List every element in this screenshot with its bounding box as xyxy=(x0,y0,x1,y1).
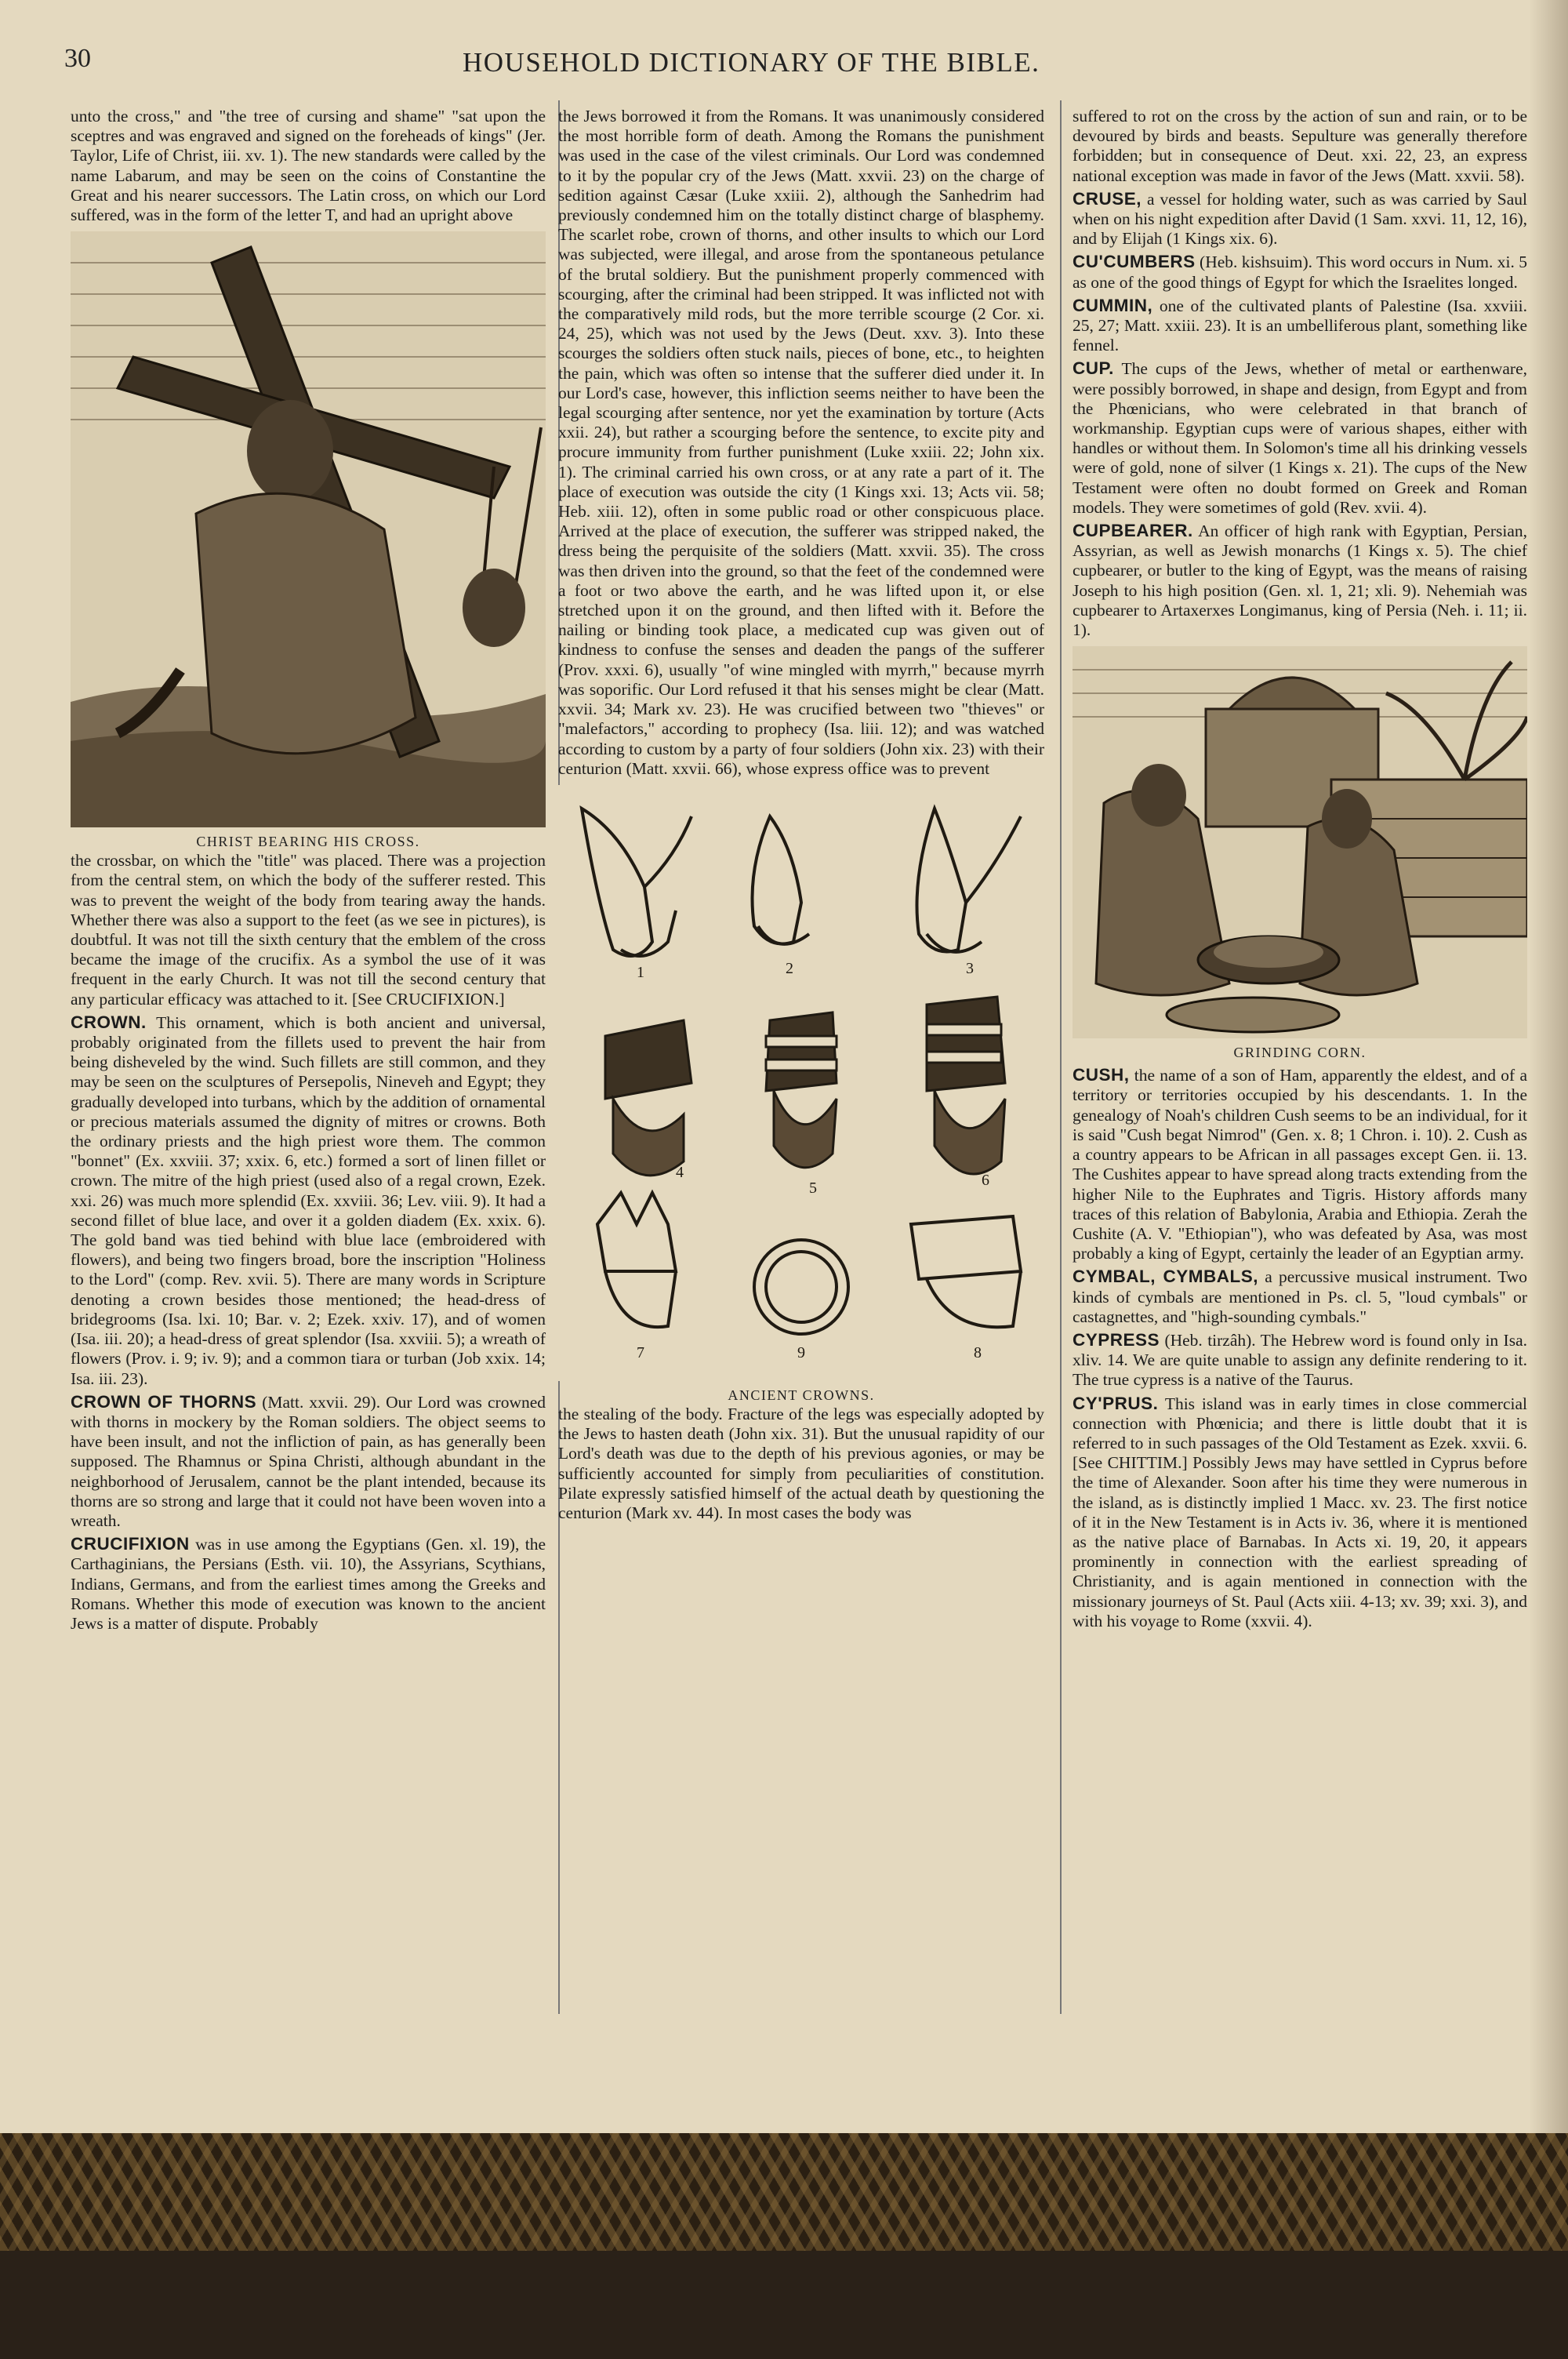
ancient-crowns-figure xyxy=(558,785,1044,1405)
crown-number-6: 6 xyxy=(982,1171,989,1189)
cummin-text: one of the cultivated plants of Palestine (Isa. xxviii. 25, 27; Matt. xxiii. 23). It is an umbelliferous plant, something like fennel. xyxy=(1073,296,1528,355)
page-number: 30 xyxy=(64,44,91,73)
cush-text: the name of a son of Ham, apparently the eldest, and of a territory or territories occupied by his descendants. 1. In the genealogy of Noah's children Cush seems to be an individual, for it is said "Cush begat Nimrod" (Gen. x. 8; 1 Chron. i. 10). 2. Cush as a country appears to be African in all passages except Gen. ii. 13. The Cushites appear to have spread along tracts extending from the higher Nile to the Euphrates and Tigris. History affords many traces of this relation of Babylonia, Arabia and Ethiopia. Zerah the Cushite (A. V. "Ethiopian"), who was defeated by Asa, was most probably a king of Egypt, certainly the leader of an Egyptian army. xyxy=(1073,1066,1527,1263)
crown-number-1: 1 xyxy=(637,963,644,981)
cucumbers-entry xyxy=(1073,252,1527,292)
cush-headword: CUSH, xyxy=(1073,1065,1130,1085)
ancient-crowns-engraving xyxy=(558,785,1044,1381)
book-binding-edge xyxy=(0,2133,1568,2251)
cupbearer-text: An officer of high rank with Egyptian, Persian, Assyrian, as well as Jewish monarchs (1 Kings x. 5). The chief cupbearer, or butler to the king of Egypt, was the means of raising Joseph to his high position (Gen. xl. 1, 21; xli. 9). Nehemiah was cupbearer to Artaxerxes Longimanus, king of Persia (Neh. i. 11; ii. 1). xyxy=(1073,522,1527,640)
cup-entry xyxy=(1073,358,1527,518)
cummin-entry xyxy=(1073,296,1527,356)
crown-headword: CROWN. xyxy=(71,1012,147,1032)
column-rule-right xyxy=(1060,100,1062,2014)
cummin-headword: CUMMIN, xyxy=(1073,295,1153,315)
cypress-entry xyxy=(1073,1330,1527,1390)
cross-entry-continuation: the crossbar, on which the "title" was placed. There was a projection from the central stem, on which the body of the sufferer rested. This was to prevent the weight of the body from tearing away the hands. Whether there was also a support to the feet (as we see in pictures), is doubtful. It was not till the sixth century that the emblem of the cross became the image of the crucifix. As a symbol the use of it was frequent in the early Church. It was not till the second century that any particular efficacy was attached to it. [See CRUCIFIXION.] xyxy=(71,851,546,1009)
crown-of-thorns-entry xyxy=(71,1392,546,1531)
crown-of-thorns-text: (Matt. xxvii. 29). Our Lord was crowned with thorns in mockery by the Roman soldiers. The object seems to have been insult, and not the infliction of pain, as has generally been supposed. The Rhamnus or Spina Christi, although abundant in the neighborhood of Jerusalem, cannot be the plant intended, because its thorns are so strong and large that it could not have been woven into a wreath. xyxy=(71,1392,546,1530)
cyprus-entry xyxy=(1073,1394,1527,1631)
crucifixion-continuation: the Jews borrowed it from the Romans. It was unanimously considered the most horrible form of death. Among the Romans the punishment was used in the case of the vilest criminals. Our Lord was condemned to it by the popular cry of the Jews (Matt. xxvii. 23) on the charge of sedition against Cæsar (Luke xxiii. 2), although the Sanhedrim had previously condemned him on the totally distinct charge of blasphemy. The scarlet robe, crown of thorns, and other insults to which our Lord was subjected, were illegal, and arose from the spontaneous petulance of the brutal soldiery. But the punishment properly commenced with scourging, after the criminal had been stripped. It was inflicted not with the comparatively mild rods, but the more terrible scourge (2 Cor. xi. 24, 25), which was not used by the Jews (Deut. xxv. 3). Into these scourges the soldiers often stuck nails, pieces of bone, etc., to heighten the pain, which was often so intense that the sufferer died under it. In our Lord's case, however, this infliction seems neither to have been the legal scourging after sentence, nor yet the examination by torture (Acts xxii. 24), but rather a scourging before the sentence, to excite pity and procure immunity from further punishment (Luke xxiii. 22; John xix. 1). The criminal carried his own cross, or at any rate a part of it. The place of execution was outside the city (1 Kings xxi. 13; Acts vii. 58; Heb. xiii. 12), often in some public road or other conspicuous place. Arrived at the place of execution, the sufferer was stripped naked, the dress being the perquisite of the soldiers (Matt. xxvii. 35). The cross was then driven into the ground, so that the feet of the condemned were a foot or two above the earth, and he was lifted upon it, or else stretched upon it on the ground, and then lifted with it. Before the nailing or binding took place, a medicated cup was given out of kindness to confuse the senses and deaden the pangs of the sufferer (Prov. xxxi. 6), usually "of wine mingled with myrrh," because myrrh was soporific. Our Lord refused it that his senses might be clear (Matt. xxvii. 34; Mark xv. 23). He was crucified between two "thieves" or "malefactors," according to prophecy (Isa. liii. 12); and was watched according to custom by a party of four soldiers (John xix. 23) with their centurion (Matt. xxvii. 66), whose express office was to prevent xyxy=(558,107,1044,778)
cyprus-text: This island was in early times in close commercial connection with Phœnicia; and there is little doubt that it is referred to in such passages of the Old Testament as Ezek. xxvii. 6. [See CHITTIM.] Possibly Jews may have settled in Cyprus before the time of Alexander. Soon after his time they were numerous in the island, as is distinctly implied 1 Macc. xv. 23. The first notice of it in the New Testament is in Acts iv. 36, where it is mentioned as the native place of Barnabas. In Acts xi. 19, 20, it appears prominently in connection with the earliest spreading of Christianity, and is again mentioned in connection with the missionary journeys of St. Paul (Acts xiii. 4-13; xv. 39; xxi. 3), and with his voyage to Rome (xxvii. 4). xyxy=(1073,1394,1527,1630)
cymbal-text: a percussive musical instrument. Two kinds of cymbals are mentioned in Ps. cl. 5, "loud cymbals" or castagnettes, and "high-sounding cymbals." xyxy=(1073,1267,1527,1326)
grinding-figure-caption: GRINDING CORN. xyxy=(1233,1045,1367,1061)
crown-entry xyxy=(71,1012,546,1389)
christ-figure-caption: CHRIST BEARING HIS CROSS. xyxy=(196,834,420,850)
cypress-headword: CYPRESS xyxy=(1073,1329,1160,1350)
grinding-corn-engraving xyxy=(1073,646,1527,1038)
crown-number-7: 7 xyxy=(637,1343,644,1361)
book-cover-background xyxy=(0,2251,1568,2359)
cup-headword: CUP. xyxy=(1073,358,1114,379)
column-3 xyxy=(1073,107,1527,1631)
christ-bearing-cross-engraving xyxy=(71,231,546,827)
running-head: HOUSEHOLD DICTIONARY OF THE BIBLE. xyxy=(463,47,1040,78)
crown-number-3: 3 xyxy=(966,959,974,977)
column-1 xyxy=(71,107,546,1634)
cruse-text: a vessel for holding water, such as was carried by Saul when on his night expedition after David (1 Sam. xxvi. 11, 12, 16), and by Elijah (1 Kings xix. 6). xyxy=(1073,189,1528,249)
cross-entry-text: unto the cross," and "the tree of cursing and shame" "sat upon the sceptres and was engraved and signed on the foreheads of kings" (Jer. Taylor, Life of Christ, iii. xv. 1). The new standards were called by the name Labarum, and may be seen on the coins of Constantine the Great and his nearer successors. The Latin cross, on which our Lord suffered, was in the form of the letter T, and had an upright above xyxy=(71,107,546,225)
cucumbers-text: (Heb. kishsuim). This word occurs in Num. xi. 5 as one of the good things of Egypt for which the Israelites longed. xyxy=(1073,253,1528,292)
cruse-headword: CRUSE, xyxy=(1073,188,1142,209)
cruse-entry xyxy=(1073,189,1527,249)
cup-text: The cups of the Jews, whether of metal or earthenware, were possibly borrowed, in shape and design, from Egypt and from the Phœnicians, who were celebrated in that branch of workmanship. Egyptian cups were of various shapes, either with handles or without them. In Solomon's time all his drinking vessels were of gold, none of silver (1 Kings x. 21). The cups of the New Testament were often no doubt formed on Greek and Roman models. They were sometimes of gold (Rev. xvii. 4). xyxy=(1073,359,1527,517)
cucumbers-headword: CU'CUMBERS xyxy=(1073,252,1196,272)
crucifixion-entry xyxy=(71,1534,546,1634)
cyprus-headword: CY'PRUS. xyxy=(1073,1393,1159,1413)
page-header xyxy=(0,44,1568,91)
cymbal-headword: CYMBAL, CYMBALS, xyxy=(1073,1267,1259,1287)
crown-entry-text: This ornament, which is both ancient and universal, probably originated from the fillets used to prevent the hair from being disheveled by the wind. Such fillets are still common, and they may be seen on the sculptures of Persepolis, Nineveh and Egypt; they gradually developed into turbans, which by the addition of ornamental or precious materials assumed the dignity of mitres or crowns. Both the ordinary priests and the high priest wore them. The common "bonnet" (Ex. xxviii. 37; xxix. 6, etc.) formed a sort of linen fillet or crown. The mitre of the high priest (used also of a regal crown, Ezek. xxi. 26) was much more splendid (Ex. xxviii. 36; Lev. viii. 9). It had a second fillet of blue lace, and over it a golden diadem (Ex. xxix. 6). The gold band was tied behind with blue lace (embroidered with flowers), and being two fingers broad, bore the inscription "Holiness to the Lord" (comp. Rev. xvii. 5). There are many words in Scripture denoting a crown besides those mentioned; the head-dress of bridegrooms (Isa. lxi. 10; Bar. v. 2; Ezek. xxiv. 17), and of women (Isa. iii. 20); a head-dress of great splendor (Isa. xxviii. 5); a wreath of flowers (Prov. i. 9; iv. 9); and a common tiara or turban (Job xxix. 14; Isa. iii. 23). xyxy=(71,1012,546,1388)
crown-number-5: 5 xyxy=(809,1179,817,1197)
crown-number-2: 2 xyxy=(786,959,793,977)
cupbearer-headword: CUPBEARER. xyxy=(1073,521,1193,541)
cypress-text: (Heb. tirzâh). The Hebrew word is found only in Isa. xliv. 14. We are quite unable to assign any definite rendering to it. The true cypress is a native of the Taurus. xyxy=(1073,1330,1528,1390)
crown-number-8: 8 xyxy=(974,1343,982,1361)
crown-of-thorns-headword: CROWN OF THORNS xyxy=(71,1391,257,1412)
crucifixion-final-text: suffered to rot on the cross by the action of sun and rain, or to be devoured by birds and beasts. Sepulture was generally therefore forbidden; but in consequence of Deut. xxi. 22, 23, an express national exception was made in favor of the Jews (Matt. xxvii. 58). xyxy=(1073,107,1527,185)
christ-bearing-cross-figure xyxy=(71,231,546,851)
crucifixion-conclusion: the stealing of the body. Fracture of the legs was especially adopted by the Jews to hasten death (John xix. 31). But the unusual rapidity of our Lord's death was due to the depth of his previous agonies, or may be sufficiently accounted for simply from peculiarities of constitution. Pilate expressly satisfied himself of the actual death by questioning the centurion (Mark xv. 44). In most cases the body was xyxy=(558,1404,1044,1522)
column-2 xyxy=(558,107,1044,1523)
crucifixion-entry-text: was in use among the Egyptians (Gen. xl. 19), the Carthaginians, the Persians (Esth. vii. 10), the Assyrians, Scythians, Indians, Germans, and from the earliest times among the Greeks and Romans. Whether this mode of execution was known to the ancient Jews is a matter of dispute. Probably xyxy=(71,1535,546,1633)
cush-entry xyxy=(1073,1065,1527,1263)
crucifixion-headword: CRUCIFIXION xyxy=(71,1534,190,1554)
cymbal-entry xyxy=(1073,1267,1527,1327)
crown-number-9: 9 xyxy=(797,1343,805,1361)
grinding-corn-figure xyxy=(1073,646,1527,1062)
crowns-figure-caption: ANCIENT CROWNS. xyxy=(728,1387,875,1403)
cupbearer-entry xyxy=(1073,521,1527,640)
crown-number-4: 4 xyxy=(676,1163,684,1181)
